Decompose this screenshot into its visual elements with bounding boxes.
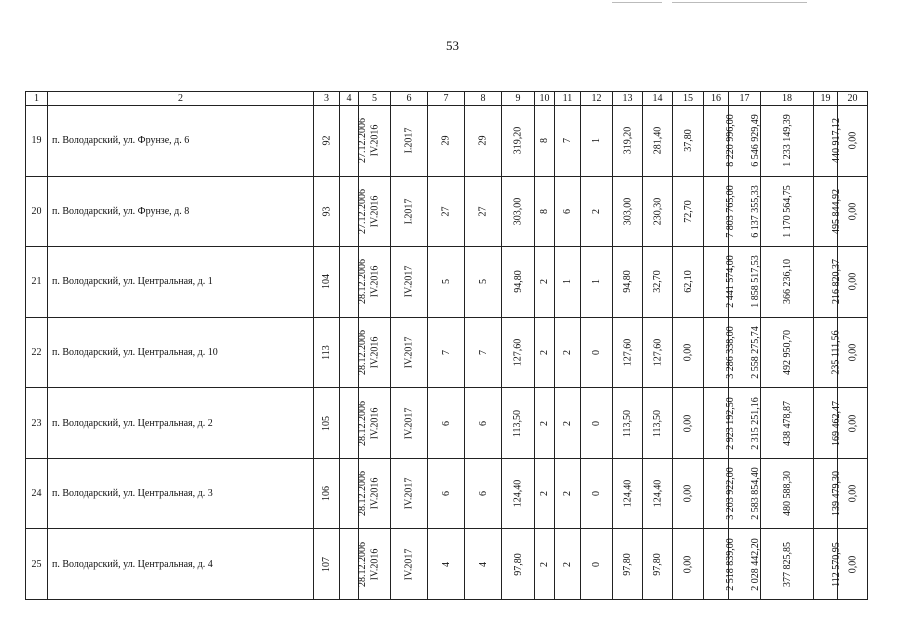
table-cell bbox=[314, 106, 340, 177]
table-cell bbox=[465, 317, 502, 388]
table-cell: п. Володарский, ул. Центральная, д. 2 bbox=[48, 388, 314, 459]
table-cell bbox=[814, 458, 842, 529]
table-cell bbox=[613, 458, 643, 529]
cell-value: 32,70 bbox=[652, 270, 663, 294]
cell-value: 124,40 bbox=[622, 479, 633, 508]
table-cell bbox=[704, 388, 736, 459]
table-cell: п. Володарский, ул. Центральная, д. 3 bbox=[48, 458, 314, 529]
cell-value: 105 bbox=[321, 415, 332, 431]
table-cell bbox=[465, 106, 502, 177]
table-cell bbox=[673, 529, 704, 600]
table-cell: п. Володарский, ул. Фрунзе, д. 8 bbox=[48, 176, 314, 247]
table-cell bbox=[613, 176, 643, 247]
cell-value: 0,00 bbox=[682, 343, 694, 362]
table-cell bbox=[555, 458, 581, 529]
table-cell bbox=[814, 106, 842, 177]
cell-value: 2 bbox=[562, 491, 573, 497]
cell-value: 440 917,12 bbox=[831, 118, 842, 164]
table-cell bbox=[704, 458, 736, 529]
table-cell bbox=[704, 529, 736, 600]
header-row bbox=[26, 92, 868, 106]
cell-value: 1 233 149,39 bbox=[781, 114, 793, 168]
cell-value: 2 bbox=[539, 350, 550, 356]
table-cell bbox=[673, 176, 704, 247]
cell-value: 2 bbox=[539, 561, 550, 567]
cell-value: 8 bbox=[539, 138, 550, 144]
cell-value: 27 bbox=[477, 206, 489, 217]
table-cell bbox=[581, 458, 613, 529]
table-cell bbox=[340, 317, 368, 388]
table-cell: п. Володарский, ул. Центральная, д. 1 bbox=[48, 247, 314, 318]
table-cell bbox=[428, 317, 465, 388]
table-cell bbox=[465, 247, 502, 318]
table-cell bbox=[704, 176, 736, 247]
cell-value: 319,20 bbox=[512, 127, 524, 155]
cell-value: 2 028 442,20 bbox=[749, 537, 761, 591]
table-cell bbox=[314, 529, 340, 600]
cell-value: 0 bbox=[591, 420, 602, 426]
table-cell bbox=[391, 529, 428, 600]
cell-value: 8 220 996,00 bbox=[724, 114, 736, 168]
cell-value: 124,40 bbox=[652, 479, 663, 508]
cell-value: 366 236,10 bbox=[781, 259, 793, 305]
column-header: 17 bbox=[729, 92, 761, 106]
column-header: 10 bbox=[535, 92, 555, 106]
column-header: 2 bbox=[48, 92, 314, 106]
table-row bbox=[26, 458, 868, 529]
cell-value: IV.2017 bbox=[403, 548, 415, 581]
cell-value: 377 825,85 bbox=[781, 541, 793, 587]
cell-value: 27.12.2006 bbox=[357, 188, 368, 234]
cell-value: 0,00 bbox=[847, 555, 858, 573]
cell-value: 4 bbox=[440, 561, 452, 567]
cell-value: 94,80 bbox=[622, 270, 633, 294]
cell-value: IV.2016 bbox=[369, 548, 381, 581]
column-header: 11 bbox=[555, 92, 581, 106]
table-cell bbox=[838, 458, 868, 529]
table-cell bbox=[581, 176, 613, 247]
table-cell bbox=[428, 106, 465, 177]
cell-value: I.2017 bbox=[403, 198, 415, 225]
table-row bbox=[26, 529, 868, 600]
table-cell bbox=[581, 388, 613, 459]
table-cell bbox=[391, 317, 428, 388]
cell-value: 2 441 574,00 bbox=[724, 255, 736, 309]
cell-value: IV.2016 bbox=[369, 195, 381, 228]
table-cell: 20 bbox=[26, 176, 48, 247]
table-cell bbox=[314, 247, 340, 318]
cell-value: IV.2017 bbox=[403, 336, 415, 369]
table-cell: п. Володарский, ул. Фрунзе, д. 6 bbox=[48, 106, 314, 177]
table-cell: 23 bbox=[26, 388, 48, 459]
cell-value: 6 bbox=[477, 420, 489, 426]
table-cell bbox=[814, 247, 842, 318]
table-cell bbox=[555, 176, 581, 247]
table-cell bbox=[613, 388, 643, 459]
table-cell bbox=[555, 106, 581, 177]
cell-value: 2 bbox=[562, 561, 573, 567]
cell-value: IV.2017 bbox=[403, 477, 415, 510]
cell-value: 6 bbox=[562, 208, 573, 214]
table-cell bbox=[391, 458, 428, 529]
cell-value: 7 803 765,00 bbox=[724, 185, 736, 238]
cell-value: 0 bbox=[591, 561, 602, 567]
column-header: 3 bbox=[314, 92, 340, 106]
table-cell bbox=[391, 106, 428, 177]
cell-value: 2 518 839,00 bbox=[724, 537, 736, 591]
cell-value: 127,60 bbox=[622, 338, 633, 367]
table-cell bbox=[643, 176, 673, 247]
table-cell bbox=[613, 529, 643, 600]
table-cell bbox=[502, 176, 535, 247]
table-cell bbox=[761, 317, 814, 388]
cell-value: 0,00 bbox=[847, 414, 858, 432]
table-cell bbox=[673, 458, 704, 529]
cell-value: 104 bbox=[321, 274, 332, 290]
cell-value: 1 bbox=[591, 138, 602, 144]
cell-value: 6 bbox=[440, 491, 452, 497]
table-cell bbox=[428, 247, 465, 318]
cell-value: 28.12.2006 bbox=[357, 400, 368, 446]
table-cell bbox=[535, 317, 555, 388]
cell-value: 29 bbox=[477, 135, 489, 146]
table-cell bbox=[613, 106, 643, 177]
cell-value: 112 570,95 bbox=[830, 541, 842, 587]
table-cell bbox=[535, 458, 555, 529]
table-cell bbox=[535, 247, 555, 318]
cell-value: 0,00 bbox=[847, 273, 858, 291]
cell-value: 7 bbox=[440, 350, 452, 356]
cell-value: 0 bbox=[591, 491, 602, 497]
table-cell bbox=[643, 247, 673, 318]
table-cell: п. Володарский, ул. Центральная, д. 10 bbox=[48, 317, 314, 388]
table-cell bbox=[340, 106, 368, 177]
table-cell bbox=[673, 247, 704, 318]
table-cell bbox=[673, 317, 704, 388]
cell-value: 5 bbox=[440, 279, 452, 285]
cell-value: 7 bbox=[562, 138, 573, 144]
column-header: 8 bbox=[465, 92, 502, 106]
cell-value: 28.12.2006 bbox=[357, 541, 368, 587]
table-cell bbox=[428, 176, 465, 247]
cell-value: 281,40 bbox=[652, 127, 663, 155]
cell-value: IV.2016 bbox=[369, 407, 381, 439]
table-row bbox=[26, 176, 868, 247]
table-cell bbox=[502, 247, 535, 318]
cell-value: 0,00 bbox=[847, 132, 858, 150]
cell-value: IV.2017 bbox=[403, 407, 415, 439]
table-cell bbox=[535, 388, 555, 459]
table-cell bbox=[340, 247, 368, 318]
cell-value: IV.2016 bbox=[369, 336, 381, 369]
cell-value: IV.2016 bbox=[369, 266, 381, 298]
table-cell bbox=[838, 176, 868, 247]
table-cell bbox=[838, 529, 868, 600]
cell-value: 1 bbox=[562, 279, 573, 285]
table-cell bbox=[340, 458, 368, 529]
table-cell bbox=[391, 388, 428, 459]
column-header: 5 bbox=[359, 92, 391, 106]
table-cell bbox=[613, 317, 643, 388]
table-cell bbox=[814, 388, 842, 459]
table-cell bbox=[643, 317, 673, 388]
cell-value: 127,60 bbox=[512, 338, 524, 367]
table-cell bbox=[465, 176, 502, 247]
table-cell bbox=[465, 529, 502, 600]
table-cell bbox=[761, 176, 814, 247]
cell-value: 6 bbox=[440, 420, 452, 426]
cell-value: 97,80 bbox=[512, 552, 524, 576]
table-row bbox=[26, 247, 868, 318]
table-cell: 22 bbox=[26, 317, 48, 388]
cell-value: 6 bbox=[477, 491, 489, 497]
cell-value: 106 bbox=[321, 486, 332, 502]
scan-mark bbox=[672, 2, 807, 3]
cell-value: 0,00 bbox=[682, 414, 694, 432]
table-cell bbox=[814, 529, 842, 600]
cell-value: 303,00 bbox=[622, 197, 633, 226]
cell-value: 0,00 bbox=[847, 202, 858, 221]
cell-value: 72,70 bbox=[682, 200, 694, 223]
cell-value: 124,40 bbox=[512, 479, 524, 508]
column-header: 12 bbox=[581, 92, 613, 106]
cell-value: 0,00 bbox=[847, 343, 858, 362]
column-header: 20 bbox=[838, 92, 868, 106]
column-header: 14 bbox=[643, 92, 673, 106]
table-cell bbox=[643, 529, 673, 600]
table-cell: п. Володарский, ул. Центральная, д. 4 bbox=[48, 529, 314, 600]
column-header: 1 bbox=[26, 92, 48, 106]
cell-value: 2 bbox=[539, 279, 550, 285]
table-row bbox=[26, 317, 868, 388]
table-cell bbox=[761, 106, 814, 177]
table-cell bbox=[838, 388, 868, 459]
cell-value: 27 bbox=[440, 206, 452, 217]
cell-value: 113,50 bbox=[621, 409, 633, 437]
table-cell bbox=[340, 176, 368, 247]
table-cell bbox=[814, 176, 842, 247]
table-cell bbox=[314, 388, 340, 459]
table-cell bbox=[555, 388, 581, 459]
cell-value: 2 bbox=[539, 491, 550, 497]
table-row bbox=[26, 388, 868, 459]
cell-value: 28.12.2006 bbox=[357, 330, 368, 376]
cell-value: I.2017 bbox=[403, 127, 415, 154]
cell-value: 3 286 338,00 bbox=[724, 326, 736, 379]
cell-value: 28.12.2006 bbox=[357, 471, 368, 517]
cell-value: 2 bbox=[539, 420, 550, 426]
table-cell: 24 bbox=[26, 458, 48, 529]
table-cell bbox=[704, 247, 736, 318]
table-cell bbox=[314, 458, 340, 529]
cell-value: 492 950,70 bbox=[781, 330, 793, 376]
table-cell bbox=[555, 247, 581, 318]
cell-value: 230,30 bbox=[652, 197, 663, 226]
table-cell bbox=[428, 388, 465, 459]
table-cell bbox=[581, 106, 613, 177]
column-header: 15 bbox=[673, 92, 704, 106]
cell-value: 2 bbox=[562, 350, 573, 356]
scan-mark bbox=[612, 2, 662, 3]
table-cell bbox=[838, 106, 868, 177]
cell-value: IV.2016 bbox=[369, 477, 381, 510]
table-cell bbox=[502, 529, 535, 600]
table-cell bbox=[502, 106, 535, 177]
column-header: 18 bbox=[761, 92, 814, 106]
table-cell bbox=[502, 388, 535, 459]
cell-value: 2 315 251,16 bbox=[749, 396, 761, 450]
table-cell bbox=[838, 317, 868, 388]
column-header: 9 bbox=[502, 92, 535, 106]
table-cell bbox=[838, 247, 868, 318]
column-header: 6 bbox=[391, 92, 428, 106]
table-cell bbox=[761, 529, 814, 600]
table-cell bbox=[314, 176, 340, 247]
cell-value: 93 bbox=[321, 206, 332, 217]
table-cell bbox=[704, 106, 736, 177]
table-cell bbox=[581, 529, 613, 600]
cell-value: 438 478,87 bbox=[781, 400, 793, 446]
table-cell bbox=[465, 388, 502, 459]
cell-value: 1 bbox=[591, 279, 602, 285]
cell-value: 303,00 bbox=[512, 197, 524, 226]
column-header: 4 bbox=[340, 92, 359, 106]
cell-value: 0,00 bbox=[682, 555, 694, 573]
table-cell bbox=[643, 106, 673, 177]
cell-value: 29 bbox=[440, 135, 452, 146]
table-cell bbox=[465, 458, 502, 529]
cell-value: 97,80 bbox=[652, 552, 663, 576]
cell-value: 8 bbox=[539, 208, 550, 214]
cell-value: 5 bbox=[477, 279, 489, 285]
cell-value: 97,80 bbox=[622, 552, 633, 576]
cell-value: 0,00 bbox=[847, 484, 858, 503]
table-cell bbox=[761, 388, 814, 459]
page-number: 53 bbox=[446, 38, 459, 53]
cell-value: 319,20 bbox=[622, 127, 633, 155]
table-cell bbox=[428, 458, 465, 529]
cell-value: 2 bbox=[591, 208, 602, 214]
table-cell bbox=[704, 317, 736, 388]
cell-value: 2 583 854,40 bbox=[749, 467, 761, 520]
column-header: 13 bbox=[613, 92, 643, 106]
cell-value: 216 820,37 bbox=[831, 259, 842, 305]
housing-table bbox=[25, 91, 868, 600]
column-header: 19 bbox=[814, 92, 838, 106]
cell-value: 1 858 517,53 bbox=[749, 255, 761, 309]
cell-value: 2 bbox=[562, 420, 573, 426]
cell-value: 0 bbox=[591, 350, 602, 356]
table-cell bbox=[340, 529, 368, 600]
table-cell: 19 bbox=[26, 106, 48, 177]
cell-value: 2 923 192,50 bbox=[724, 396, 736, 450]
cell-value: 27.12.2006 bbox=[357, 118, 368, 164]
cell-value: 169 462,47 bbox=[831, 400, 842, 446]
table-cell bbox=[581, 317, 613, 388]
cell-value: 62,10 bbox=[682, 270, 694, 294]
cell-value: 235 111,56 bbox=[830, 330, 842, 375]
table-cell bbox=[673, 106, 704, 177]
cell-value: 480 588,30 bbox=[781, 471, 793, 517]
cell-value: 37,80 bbox=[682, 129, 694, 153]
table-cell bbox=[761, 458, 814, 529]
table-cell: 21 bbox=[26, 247, 48, 318]
table-cell: 25 bbox=[26, 529, 48, 600]
cell-value: 92 bbox=[321, 135, 332, 146]
cell-value: 495 844,92 bbox=[831, 188, 842, 234]
table-cell bbox=[535, 106, 555, 177]
table-cell bbox=[643, 388, 673, 459]
table-cell bbox=[535, 176, 555, 247]
table-cell bbox=[581, 247, 613, 318]
cell-value: 0,00 bbox=[682, 484, 694, 503]
cell-value: 113,50 bbox=[651, 409, 663, 437]
table-cell bbox=[340, 388, 368, 459]
table-cell bbox=[502, 458, 535, 529]
table-cell bbox=[391, 176, 428, 247]
cell-value: 28.12.2006 bbox=[357, 259, 368, 305]
cell-value: 139 479,30 bbox=[831, 471, 842, 517]
cell-value: 113,50 bbox=[512, 409, 524, 437]
column-header: 7 bbox=[428, 92, 465, 106]
table-cell bbox=[814, 317, 842, 388]
table-cell bbox=[314, 317, 340, 388]
cell-value: 107 bbox=[321, 556, 332, 572]
cell-value: 6 137 355,33 bbox=[749, 185, 761, 238]
cell-value: 4 bbox=[477, 561, 489, 567]
table-row bbox=[26, 106, 868, 177]
table-cell bbox=[643, 458, 673, 529]
cell-value: 6 546 929,49 bbox=[749, 114, 761, 168]
table-cell bbox=[555, 317, 581, 388]
cell-value: 94,80 bbox=[512, 270, 524, 294]
table-cell bbox=[428, 529, 465, 600]
table-cell bbox=[761, 247, 814, 318]
cell-value: IV.2016 bbox=[369, 124, 381, 157]
cell-value: 113 bbox=[320, 345, 332, 360]
cell-value: 3 203 922,00 bbox=[724, 467, 736, 520]
table-cell bbox=[673, 388, 704, 459]
cell-value: 2 558 275,74 bbox=[749, 326, 761, 379]
cell-value: 127,60 bbox=[652, 338, 663, 367]
cell-value: 1 170 564,75 bbox=[781, 185, 793, 238]
table-cell bbox=[613, 247, 643, 318]
cell-value: 7 bbox=[477, 350, 489, 356]
table-cell bbox=[391, 247, 428, 318]
cell-value: IV.2017 bbox=[403, 266, 415, 298]
column-header: 16 bbox=[704, 92, 729, 106]
table-cell bbox=[502, 317, 535, 388]
table-cell bbox=[555, 529, 581, 600]
table-cell bbox=[535, 529, 555, 600]
